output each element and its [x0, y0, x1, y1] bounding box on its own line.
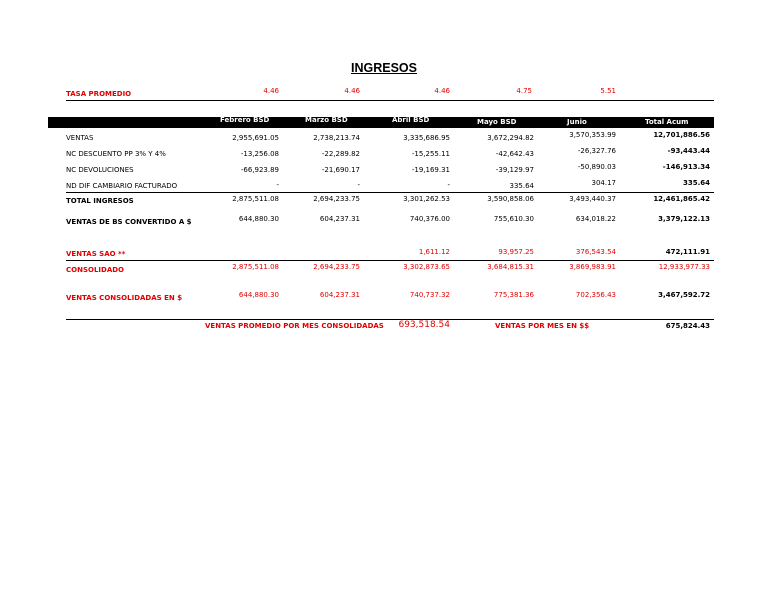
- cell: 3,684,815.31: [487, 263, 534, 271]
- cell-total: 12,461,865.42: [653, 195, 710, 203]
- cell-total: 3,467,592.72: [658, 291, 710, 299]
- cell: 755,610.30: [493, 215, 534, 223]
- divider: [66, 260, 714, 261]
- cell: -: [447, 181, 450, 189]
- cell-total: -146,913.34: [662, 163, 710, 171]
- cell: 2,694,233.75: [313, 195, 360, 203]
- cell: 3,301,262.53: [403, 195, 450, 203]
- column-header: Febrero BSD: [220, 116, 270, 124]
- column-header: Mayo BSD: [477, 118, 517, 126]
- cell-total: 12,701,886.56: [653, 131, 710, 139]
- promedio-label: VENTAS PROMEDIO POR MES CONSOLIDADAS: [205, 322, 384, 330]
- cell: -50,890.03: [577, 163, 616, 171]
- row-label: NC DEVOLUCIONES: [66, 166, 134, 174]
- cell: 2,738,213.74: [313, 134, 360, 142]
- row-label: VENTAS CONSOLIDADAS EN $: [66, 294, 183, 302]
- cell: 93,957.25: [498, 248, 534, 256]
- row-label: ND DIF CAMBIARIO FACTURADO: [66, 182, 178, 190]
- mes-value: 675,824.43: [665, 322, 710, 330]
- mes-label: VENTAS POR MES EN $$: [495, 322, 590, 330]
- row-label: VENTAS SAO **: [66, 250, 126, 258]
- cell: -13,256.08: [240, 150, 279, 158]
- cell: 3,570,353.99: [569, 131, 616, 139]
- cell: 3,302,873.65: [403, 263, 450, 271]
- cell-total: 3,379,122.13: [658, 215, 710, 223]
- cell: 3,672,294.82: [487, 134, 534, 142]
- cell: 2,955,691.05: [232, 134, 279, 142]
- tasa-value: 4.46: [263, 87, 279, 95]
- cell: -21,690.17: [321, 166, 360, 174]
- cell: 304.17: [591, 179, 616, 187]
- cell: -15,255.11: [411, 150, 450, 158]
- cell: 3,869,983.91: [569, 263, 616, 271]
- row-label: NC DESCUENTO PP 3% Y 4%: [66, 150, 166, 158]
- cell: -42,642.43: [495, 150, 534, 158]
- cell: 634,018.22: [575, 215, 616, 223]
- cell: -: [276, 181, 279, 189]
- divider: [66, 192, 714, 193]
- row-label: CONSOLIDADO: [66, 266, 124, 274]
- cell: 3,590,858.06: [487, 195, 534, 203]
- row-label: TOTAL INGRESOS: [66, 197, 134, 205]
- cell: -66,923.89: [240, 166, 279, 174]
- cell: -19,169.31: [411, 166, 450, 174]
- cell: -26,327.76: [577, 147, 616, 155]
- row-label: VENTAS: [66, 134, 94, 142]
- column-header: Abril BSD: [392, 116, 430, 124]
- cell: 2,875,511.08: [232, 263, 279, 271]
- divider: [66, 100, 714, 101]
- row-label: VENTAS DE BS CONVERTIDO A $: [66, 218, 192, 226]
- cell-total: -93,443.44: [667, 147, 710, 155]
- cell: 604,237.31: [319, 215, 360, 223]
- column-header: Total Acum: [645, 118, 689, 126]
- cell: 702,356.43: [575, 291, 616, 299]
- promedio-value: 693,518.54: [398, 320, 450, 330]
- column-header: Marzo BSD: [305, 116, 348, 124]
- cell: 3,493,440.37: [569, 195, 616, 203]
- cell: -22,289.82: [321, 150, 360, 158]
- tasa-value: 4.46: [344, 87, 360, 95]
- page-title: INGRESOS: [351, 61, 417, 75]
- cell: 1,611.12: [418, 248, 450, 256]
- cell: 740,737.32: [409, 291, 450, 299]
- tasa-value: 5.51: [600, 87, 616, 95]
- cell: 335.64: [509, 182, 534, 190]
- cell: -39,129.97: [495, 166, 534, 174]
- cell: 3,335,686.95: [403, 134, 450, 142]
- cell: 2,875,511.08: [232, 195, 279, 203]
- cell: 644,880.30: [238, 215, 279, 223]
- cell: 376,543.54: [575, 248, 616, 256]
- cell: 740,376.00: [409, 215, 450, 223]
- tasa-promedio-label: TASA PROMEDIO: [66, 90, 132, 98]
- cell-total: 335.64: [682, 179, 710, 187]
- cell: 644,880.30: [238, 291, 279, 299]
- cell: -: [357, 181, 360, 189]
- cell: 604,237.31: [319, 291, 360, 299]
- column-header: Junio: [567, 118, 587, 126]
- cell-total: 472,111.91: [665, 248, 710, 256]
- tasa-value: 4.46: [434, 87, 450, 95]
- column-header-bar: [48, 117, 714, 128]
- tasa-value: 4.75: [516, 87, 532, 95]
- cell: 2,694,233.75: [313, 263, 360, 271]
- cell: 775,381.36: [493, 291, 534, 299]
- cell-total: 12,933,977.33: [658, 263, 710, 271]
